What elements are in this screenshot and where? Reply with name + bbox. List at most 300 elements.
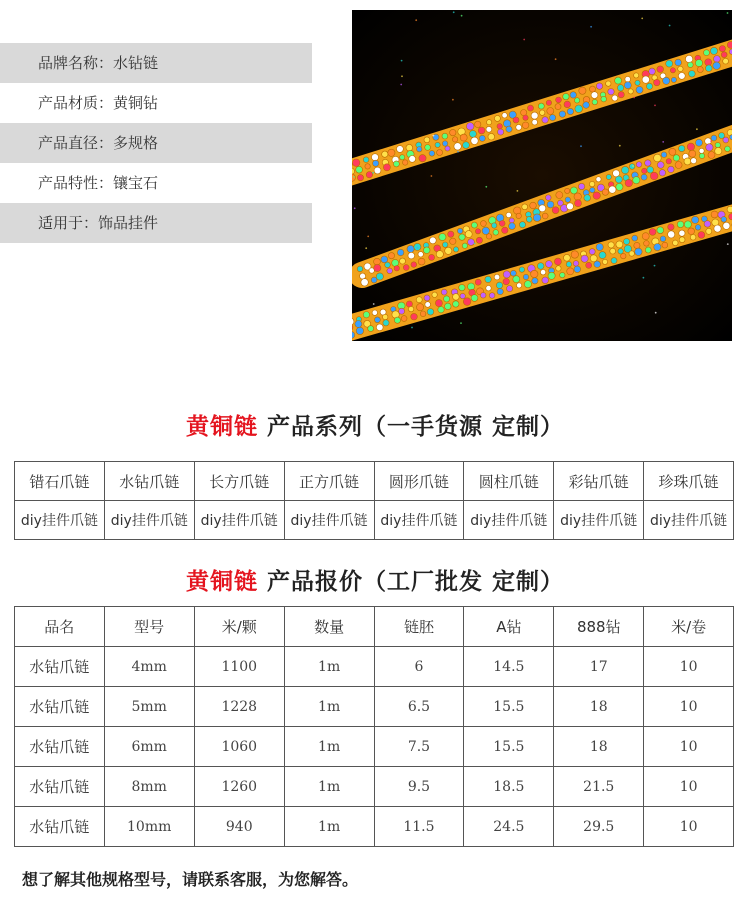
rhinestone: [533, 214, 541, 222]
rhinestone: [618, 249, 623, 254]
rhinestone: [406, 144, 413, 151]
rhinestone: [723, 137, 729, 143]
rhinestone: [565, 188, 570, 193]
rhinestone: [492, 223, 497, 228]
series-name-cell: 彩钻爪链: [554, 462, 644, 501]
rhinestone: [506, 126, 512, 132]
price-cell: 8mm: [104, 767, 194, 807]
series-use-cell: diy挂件爪链: [374, 501, 464, 540]
rhinestone: [373, 160, 379, 166]
rhinestone: [606, 174, 611, 179]
rhinestone: [480, 293, 486, 299]
series-use-cell: diy挂件爪链: [104, 501, 194, 540]
rhinestone: [408, 252, 415, 259]
rhinestone: [435, 300, 442, 307]
series-section-title: [0, 408, 750, 441]
rhinestone: [463, 298, 471, 306]
rhinestone: [670, 68, 675, 73]
sparkle: [555, 58, 557, 60]
rhinestone: [481, 221, 487, 227]
rhinestone: [519, 267, 524, 272]
rhinestone: [507, 286, 513, 292]
price-cell: 6: [374, 647, 464, 687]
rhinestone: [668, 231, 675, 238]
rhinestone: [387, 268, 393, 274]
rhinestone: [708, 152, 715, 159]
rhinestone: [609, 186, 616, 193]
rhinestone: [645, 160, 651, 166]
rhinestone: [556, 192, 563, 199]
sparkle: [373, 303, 375, 305]
rhinestone: [691, 158, 697, 164]
rhinestone: [540, 110, 545, 115]
rhinestone: [416, 297, 422, 303]
spec-value: 水钻链: [113, 54, 159, 72]
price-cell: 29.5: [554, 807, 644, 847]
rhinestone: [427, 309, 434, 316]
sparkle: [461, 15, 463, 17]
price-cell: 24.5: [464, 807, 554, 847]
rhinestone: [513, 117, 519, 123]
series-use-cell: diy挂件爪链: [554, 501, 644, 540]
rhinestone: [418, 258, 425, 265]
rhinestone: [371, 277, 377, 283]
rhinestone: [546, 261, 553, 268]
price-title-text: 产品报价（工厂批发 定制）: [257, 569, 564, 595]
price-cell: 6.5: [374, 687, 464, 727]
sparkle: [415, 19, 417, 21]
rhinestone: [488, 133, 495, 140]
rhinestone: [602, 189, 608, 195]
rhinestone: [540, 270, 545, 275]
rhinestone: [542, 277, 549, 284]
rhinestone: [579, 87, 586, 94]
rhinestone: [729, 49, 732, 54]
rhinestone: [601, 96, 607, 102]
price-table: [14, 606, 734, 847]
rhinestone: [690, 235, 696, 241]
price-row: [15, 807, 734, 847]
rhinestone: [668, 224, 674, 230]
spec-value: 多规格: [113, 134, 159, 152]
price-cell: 水钻爪链: [15, 767, 105, 807]
rhinestone: [559, 111, 565, 117]
price-header-cell: 米/卷: [644, 607, 734, 647]
rhinestone: [590, 86, 596, 92]
series-name-cell: 错石爪链: [15, 462, 105, 501]
rhinestone: [589, 181, 594, 186]
rhinestone: [385, 262, 391, 268]
rhinestone: [673, 240, 679, 246]
sparkle: [710, 140, 712, 142]
rhinestone: [727, 206, 732, 212]
rhinestone: [417, 147, 422, 152]
rhinestone: [723, 222, 730, 229]
sparkle: [696, 128, 698, 130]
rhinestone: [696, 139, 703, 146]
rhinestone: [636, 86, 643, 93]
rhinestone: [621, 253, 626, 258]
rhinestone: [592, 99, 597, 104]
rhinestone: [423, 247, 430, 254]
rhinestone: [567, 203, 574, 210]
rhinestone: [657, 227, 664, 234]
price-cell: 水钻爪链: [15, 687, 105, 727]
rhinestone: [725, 146, 731, 152]
rhinestone: [589, 249, 595, 255]
price-row: [15, 647, 734, 687]
rhinestone: [365, 164, 370, 169]
rhinestone: [616, 183, 623, 190]
spec-row-material: [0, 83, 312, 123]
rhinestone: [617, 85, 623, 91]
rhinestone: [471, 137, 478, 144]
rhinestone: [497, 289, 503, 295]
series-name-cell: 圆柱爪链: [464, 462, 554, 501]
rhinestone: [647, 167, 654, 174]
rhinestone: [438, 307, 444, 313]
rhinestone: [591, 92, 598, 99]
price-cell: 1228: [194, 687, 284, 727]
sparkle: [365, 247, 367, 249]
rhinestone: [425, 145, 431, 151]
rhinestone: [565, 197, 570, 202]
rhinestone: [372, 154, 379, 161]
rhinestone: [730, 135, 732, 140]
rhinestone: [409, 156, 416, 163]
rhinestone: [468, 239, 475, 246]
spec-value: 黄铜钻: [113, 94, 159, 112]
rhinestone: [642, 168, 647, 173]
rhinestone: [564, 101, 571, 108]
price-cell: 10: [644, 767, 734, 807]
sparkle: [453, 11, 455, 13]
rhinestone: [374, 264, 381, 271]
rhinestone: [657, 162, 664, 169]
rhinestone: [608, 242, 614, 248]
rhinestone: [469, 130, 476, 137]
rhinestone: [586, 262, 592, 268]
rhinestone: [411, 313, 418, 320]
sparkle: [619, 145, 621, 147]
rhinestone: [574, 98, 579, 103]
spec-row-feature: [0, 163, 312, 203]
rhinestone: [657, 66, 664, 73]
sparkle: [669, 25, 671, 27]
price-header-cell: 米/颗: [194, 607, 284, 647]
rhinestone: [383, 314, 388, 319]
rhinestone: [645, 247, 651, 253]
rhinestone: [688, 62, 694, 68]
rhinestone: [450, 129, 456, 135]
rhinestone: [684, 158, 691, 165]
rhinestone: [486, 286, 491, 291]
rhinestone: [593, 192, 600, 199]
rhinestone: [560, 272, 565, 277]
series-name-row: [15, 462, 734, 501]
rhinestone: [429, 151, 435, 157]
sparkle: [431, 175, 433, 177]
rhinestone: [399, 308, 405, 314]
sparkle: [517, 190, 519, 192]
rhinestone: [357, 175, 363, 181]
rhinestone: [403, 265, 409, 271]
rhinestone: [715, 142, 720, 147]
series-use-cell: diy挂件爪链: [464, 501, 554, 540]
rhinestone: [453, 301, 459, 307]
rhinestone: [432, 292, 437, 297]
rhinestone: [363, 157, 369, 163]
rhinestone: [714, 225, 721, 232]
rhinestone: [445, 146, 450, 151]
price-cell: 10: [644, 647, 734, 687]
rhinestone: [414, 243, 421, 250]
rhinestone: [482, 227, 489, 234]
rhinestone: [699, 153, 704, 158]
sparkle: [641, 18, 643, 20]
rhinestone: [713, 62, 721, 70]
price-cell: 18: [554, 727, 644, 767]
rhinestone: [679, 230, 685, 236]
price-header-cell: 型号: [104, 607, 194, 647]
price-header-cell: 888钻: [554, 607, 644, 647]
rhinestone: [573, 261, 579, 267]
price-cell: 21.5: [554, 767, 644, 807]
rhinestone: [575, 200, 582, 207]
rhinestone: [445, 303, 452, 310]
rhinestone: [532, 119, 538, 125]
price-header-cell: A钻: [464, 607, 554, 647]
price-header-cell: 品名: [15, 607, 105, 647]
rhinestone: [566, 262, 571, 267]
rhinestone: [624, 238, 630, 244]
rhinestone: [360, 273, 366, 279]
rhinestone: [463, 142, 470, 149]
rhinestone: [392, 259, 399, 266]
rhinestone: [704, 221, 711, 228]
rhinestone: [513, 276, 520, 283]
price-cell: 1100: [194, 647, 284, 687]
rhinestone: [502, 227, 508, 233]
rhinestone: [699, 148, 704, 153]
rhinestone: [678, 73, 685, 80]
price-cell: 7.5: [374, 727, 464, 767]
rhinestone: [606, 81, 611, 86]
rhinestone: [460, 134, 467, 141]
rhinestone: [715, 147, 722, 154]
rhinestone: [675, 59, 682, 66]
rhinestone: [596, 177, 601, 182]
rhinestone: [596, 83, 602, 89]
rhinestone: [503, 278, 509, 284]
series-title-accent: 黄铜链: [185, 414, 258, 440]
price-cell: 1m: [284, 687, 374, 727]
rhinestone: [567, 108, 573, 114]
rhinestone: [723, 58, 729, 64]
sparkle: [417, 247, 419, 249]
rhinestone: [539, 205, 546, 212]
rhinestone: [584, 195, 591, 202]
rhinestone: [624, 82, 631, 89]
rhinestone: [441, 289, 447, 295]
series-use-cell: diy挂件爪链: [194, 501, 284, 540]
price-cell: 14.5: [464, 647, 554, 687]
rhinestone: [646, 83, 652, 89]
rhinestone: [420, 311, 426, 317]
sparkle: [662, 141, 664, 143]
rhinestone: [695, 59, 702, 66]
rhinestone: [689, 150, 696, 157]
spec-row-diameter: [0, 123, 312, 163]
rhinestone: [388, 149, 395, 156]
price-cell: 10: [644, 687, 734, 727]
series-use-cell: diy挂件爪链: [15, 501, 105, 540]
sparkle: [367, 236, 369, 238]
rhinestone: [437, 150, 443, 156]
rhinestone: [548, 272, 555, 279]
rhinestone: [608, 89, 614, 95]
rhinestone: [502, 113, 507, 118]
rhinestone: [530, 202, 537, 209]
rhinestone: [666, 60, 673, 67]
rhinestone: [489, 293, 495, 299]
rhinestone: [570, 92, 576, 98]
sparkle: [433, 135, 435, 137]
rhinestone: [692, 216, 699, 223]
sparkle: [354, 207, 356, 209]
rhinestone: [459, 284, 465, 290]
price-cell: 5mm: [104, 687, 194, 727]
rhinestone: [479, 135, 485, 141]
sparkle: [654, 265, 656, 267]
rhinestone: [542, 213, 548, 219]
rhinestone: [486, 234, 491, 239]
spec-row-brand: [0, 43, 312, 83]
rhinestone: [453, 294, 460, 301]
rhinestone: [599, 252, 606, 259]
rhinestone: [632, 235, 638, 241]
rhinestone: [439, 233, 446, 240]
rhinestone: [394, 317, 400, 323]
rhinestone: [478, 127, 485, 134]
rhinestone: [710, 47, 717, 54]
rhinestone: [459, 234, 465, 240]
rhinestone: [684, 221, 691, 228]
rhinestone: [397, 249, 404, 256]
rhinestone: [662, 242, 668, 248]
rhinestone: [394, 266, 399, 271]
product-photo: [352, 10, 732, 341]
rhinestone: [374, 167, 381, 174]
price-header-cell: 链胚: [374, 607, 464, 647]
price-row: [15, 727, 734, 767]
rhinestone: [465, 231, 472, 238]
sparkle: [727, 12, 729, 14]
rhinestone: [612, 95, 618, 101]
rhinestone: [649, 68, 656, 75]
sparkle: [401, 75, 403, 77]
rhinestone: [636, 162, 642, 168]
price-cell: 1m: [284, 807, 374, 847]
rhinestone: [408, 306, 413, 311]
sparkle: [654, 105, 656, 107]
rhinestone: [590, 255, 597, 262]
rhinestone: [615, 176, 622, 183]
rhinestone: [381, 256, 388, 263]
spec-label: 产品特性：: [38, 174, 114, 192]
rhinestone: [471, 222, 477, 228]
rhinestone: [695, 225, 701, 231]
sparkle: [523, 39, 525, 41]
rhinestone: [453, 247, 458, 252]
rhinestone: [642, 233, 649, 240]
price-row: [15, 767, 734, 807]
rhinestone: [499, 221, 505, 227]
rhinestone: [689, 71, 696, 78]
rhinestone: [494, 115, 500, 121]
rhinestone: [668, 166, 674, 172]
rhinestone: [575, 105, 583, 113]
rhinestone: [361, 279, 368, 286]
rhinestone: [625, 76, 631, 82]
rhinestone: [407, 245, 414, 252]
rhinestone: [641, 174, 647, 180]
rhinestone: [429, 237, 436, 244]
rhinestone: [450, 238, 456, 244]
rhinestone: [550, 115, 556, 121]
series-name-cell: 长方爪链: [194, 462, 284, 501]
rhinestone: [475, 121, 481, 127]
price-cell: 10mm: [104, 807, 194, 847]
rhinestone-chain-image: [352, 10, 732, 341]
series-title-text: 产品系列（一手货源 定制）: [257, 414, 564, 440]
rhinestone: [634, 242, 640, 248]
price-header-cell: 数量: [284, 607, 374, 647]
rhinestone: [522, 122, 529, 129]
rhinestone: [442, 133, 448, 139]
rhinestone: [650, 172, 658, 180]
price-cell: 1060: [194, 727, 284, 767]
rhinestone: [678, 66, 683, 71]
rhinestone: [721, 52, 727, 58]
rhinestone: [721, 217, 727, 223]
rhinestone: [538, 103, 544, 109]
rhinestone: [542, 117, 548, 123]
rhinestone: [429, 254, 435, 260]
spec-value: 镶宝石: [113, 174, 159, 192]
price-cell: 4mm: [104, 647, 194, 687]
rhinestone: [503, 271, 510, 278]
rhinestone: [460, 293, 465, 298]
sparkle: [655, 312, 657, 314]
price-cell: 1m: [284, 767, 374, 807]
rhinestone: [679, 237, 685, 243]
sparkle: [474, 243, 476, 245]
rhinestone: [487, 120, 492, 125]
spec-row-usage: [0, 203, 312, 243]
sparkle: [643, 277, 645, 279]
rhinestone: [547, 201, 554, 208]
rhinestone: [355, 321, 362, 328]
rhinestone: [554, 258, 561, 265]
price-cell: 15.5: [464, 687, 554, 727]
rhinestone: [711, 211, 718, 218]
rhinestone: [574, 193, 581, 200]
rhinestone: [564, 254, 571, 261]
rhinestone: [436, 251, 443, 258]
rhinestone: [400, 258, 406, 264]
rhinestone: [704, 50, 710, 56]
